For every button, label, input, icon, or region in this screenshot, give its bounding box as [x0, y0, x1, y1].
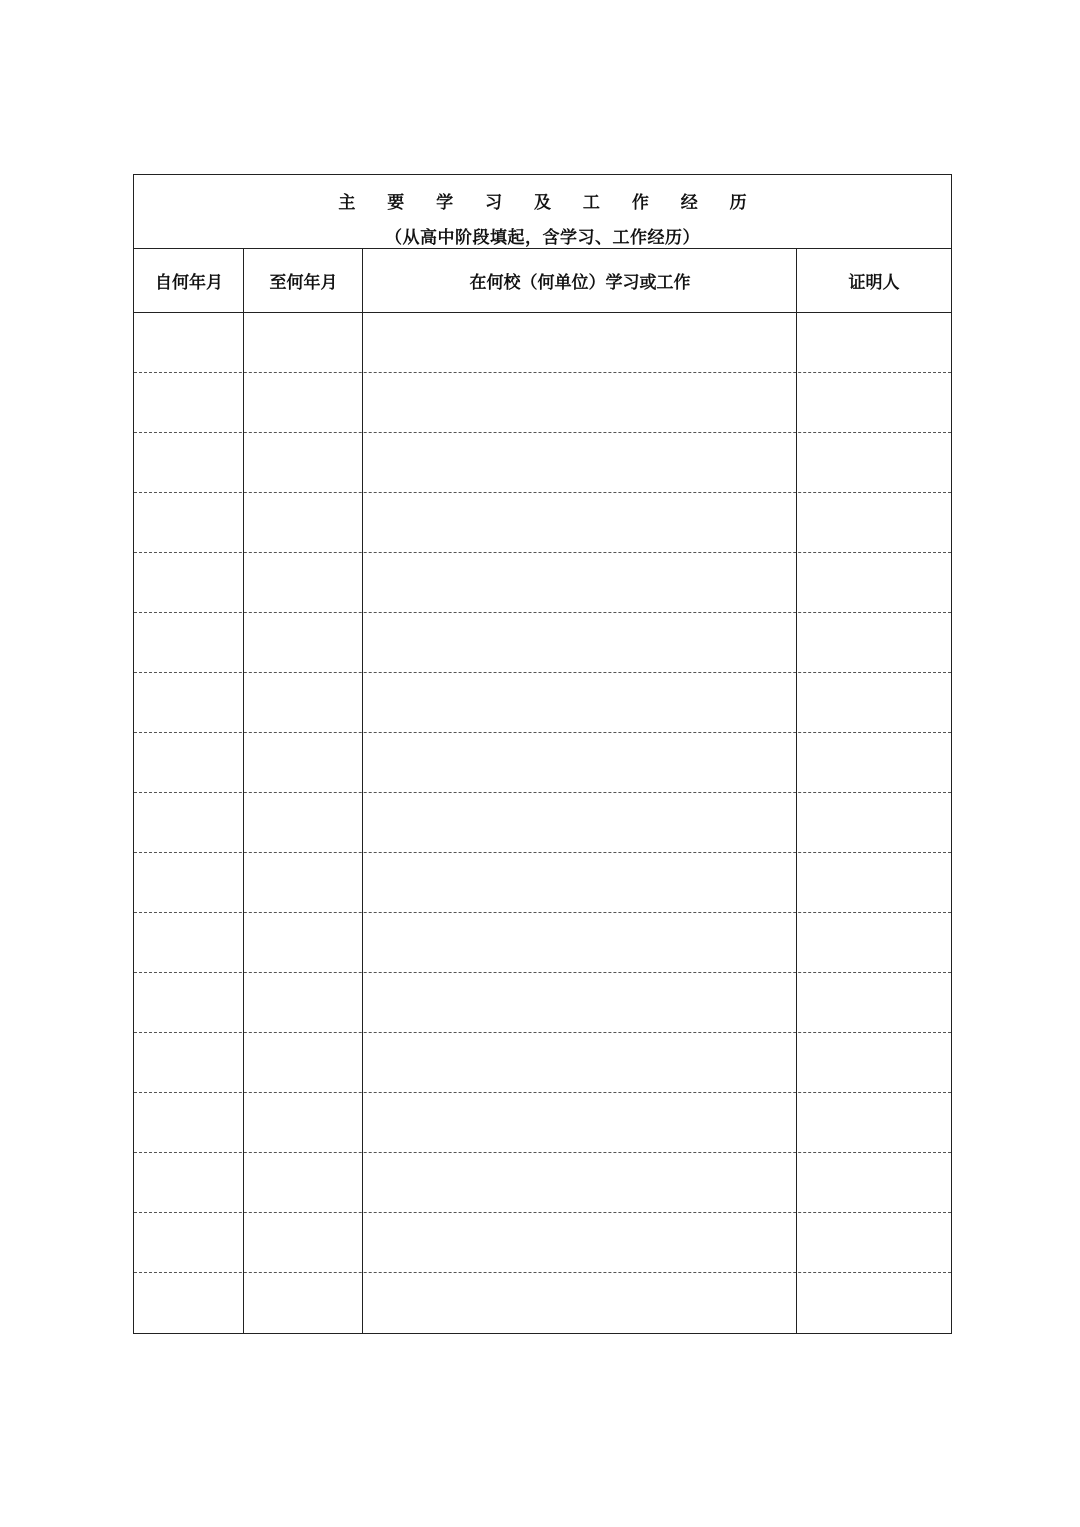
- header-to-date: 至何年月: [269, 273, 338, 293]
- cell-witness[interactable]: [797, 1033, 951, 1092]
- cell-school-or-employer[interactable]: [363, 553, 797, 612]
- cell-to-date[interactable]: [244, 1093, 363, 1152]
- table-row: [134, 913, 951, 973]
- table-row: [134, 1213, 951, 1273]
- cell-from-date[interactable]: [134, 1273, 244, 1333]
- cell-witness[interactable]: [797, 1273, 951, 1333]
- table-row: [134, 493, 951, 553]
- cell-witness[interactable]: [797, 313, 951, 372]
- cell-from-date[interactable]: [134, 373, 244, 432]
- cell-to-date[interactable]: [244, 973, 363, 1032]
- table-body: [134, 313, 951, 1333]
- cell-school-or-employer[interactable]: [363, 1273, 797, 1333]
- cell-from-date[interactable]: [134, 493, 244, 552]
- table-row: [134, 433, 951, 493]
- header-witness: 证明人: [848, 273, 900, 293]
- cell-witness[interactable]: [797, 913, 951, 972]
- cell-witness[interactable]: [797, 1213, 951, 1272]
- cell-school-or-employer[interactable]: [363, 1213, 797, 1272]
- cell-to-date[interactable]: [244, 853, 363, 912]
- cell-school-or-employer[interactable]: [363, 1153, 797, 1212]
- cell-from-date[interactable]: [134, 313, 244, 372]
- cell-from-date[interactable]: [134, 1093, 244, 1152]
- cell-to-date[interactable]: [244, 733, 363, 792]
- table-row: [134, 733, 951, 793]
- cell-from-date[interactable]: [134, 1033, 244, 1092]
- cell-school-or-employer[interactable]: [363, 793, 797, 852]
- cell-to-date[interactable]: [244, 1153, 363, 1212]
- table-row: [134, 973, 951, 1033]
- cell-witness[interactable]: [797, 1093, 951, 1152]
- cell-from-date[interactable]: [134, 913, 244, 972]
- cell-witness[interactable]: [797, 673, 951, 732]
- cell-to-date[interactable]: [244, 373, 363, 432]
- cell-school-or-employer[interactable]: [363, 673, 797, 732]
- table-row: [134, 673, 951, 733]
- form-title-block: [134, 175, 951, 249]
- column-divider: [243, 249, 244, 1333]
- cell-school-or-employer[interactable]: [363, 973, 797, 1032]
- cell-to-date[interactable]: [244, 1213, 363, 1272]
- cell-from-date[interactable]: [134, 1153, 244, 1212]
- cell-school-or-employer[interactable]: [363, 613, 797, 672]
- cell-witness[interactable]: [797, 793, 951, 852]
- header-from-date: 自何年月: [155, 273, 223, 293]
- cell-to-date[interactable]: [244, 433, 363, 492]
- cell-to-date[interactable]: [244, 1273, 363, 1333]
- table-row: [134, 1033, 951, 1093]
- table-row: [134, 853, 951, 913]
- cell-from-date[interactable]: [134, 553, 244, 612]
- cell-from-date[interactable]: [134, 973, 244, 1032]
- cell-school-or-employer[interactable]: [363, 373, 797, 432]
- table-row: [134, 1153, 951, 1213]
- education-work-history-form: [133, 174, 952, 1334]
- cell-from-date[interactable]: [134, 853, 244, 912]
- cell-witness[interactable]: [797, 493, 951, 552]
- table-row: [134, 373, 951, 433]
- cell-witness[interactable]: [797, 433, 951, 492]
- cell-from-date[interactable]: [134, 1213, 244, 1272]
- table-row: [134, 553, 951, 613]
- cell-to-date[interactable]: [244, 313, 363, 372]
- cell-witness[interactable]: [797, 613, 951, 672]
- cell-from-date[interactable]: [134, 433, 244, 492]
- cell-witness[interactable]: [797, 553, 951, 612]
- table-row: [134, 793, 951, 853]
- cell-school-or-employer[interactable]: [363, 913, 797, 972]
- cell-witness[interactable]: [797, 973, 951, 1032]
- column-divider: [362, 249, 363, 1333]
- column-divider: [796, 249, 797, 1333]
- cell-witness[interactable]: [797, 373, 951, 432]
- cell-witness[interactable]: [797, 1153, 951, 1212]
- cell-from-date[interactable]: [134, 613, 244, 672]
- header-school-or-employer: 在何校（何单位）学习或工作: [469, 273, 691, 293]
- cell-school-or-employer[interactable]: [363, 1093, 797, 1152]
- table-row: [134, 1273, 951, 1333]
- table-row: [134, 613, 951, 673]
- cell-to-date[interactable]: [244, 913, 363, 972]
- form-subtitle: （从高中阶段填起，含学习、工作经历）: [385, 228, 700, 248]
- table-row: [134, 313, 951, 373]
- cell-to-date[interactable]: [244, 553, 363, 612]
- table-row: [134, 1093, 951, 1153]
- table-header-row: [134, 249, 951, 313]
- cell-from-date[interactable]: [134, 793, 244, 852]
- cell-to-date[interactable]: [244, 613, 363, 672]
- cell-from-date[interactable]: [134, 673, 244, 732]
- cell-school-or-employer[interactable]: [363, 853, 797, 912]
- cell-from-date[interactable]: [134, 733, 244, 792]
- cell-to-date[interactable]: [244, 793, 363, 852]
- cell-to-date[interactable]: [244, 1033, 363, 1092]
- cell-school-or-employer[interactable]: [363, 313, 797, 372]
- cell-school-or-employer[interactable]: [363, 493, 797, 552]
- cell-to-date[interactable]: [244, 493, 363, 552]
- cell-school-or-employer[interactable]: [363, 1033, 797, 1092]
- cell-to-date[interactable]: [244, 673, 363, 732]
- cell-witness[interactable]: [797, 853, 951, 912]
- cell-school-or-employer[interactable]: [363, 733, 797, 792]
- cell-school-or-employer[interactable]: [363, 433, 797, 492]
- cell-witness[interactable]: [797, 733, 951, 792]
- form-title: 主 要 学 习 及 工 作 经 历: [338, 193, 760, 213]
